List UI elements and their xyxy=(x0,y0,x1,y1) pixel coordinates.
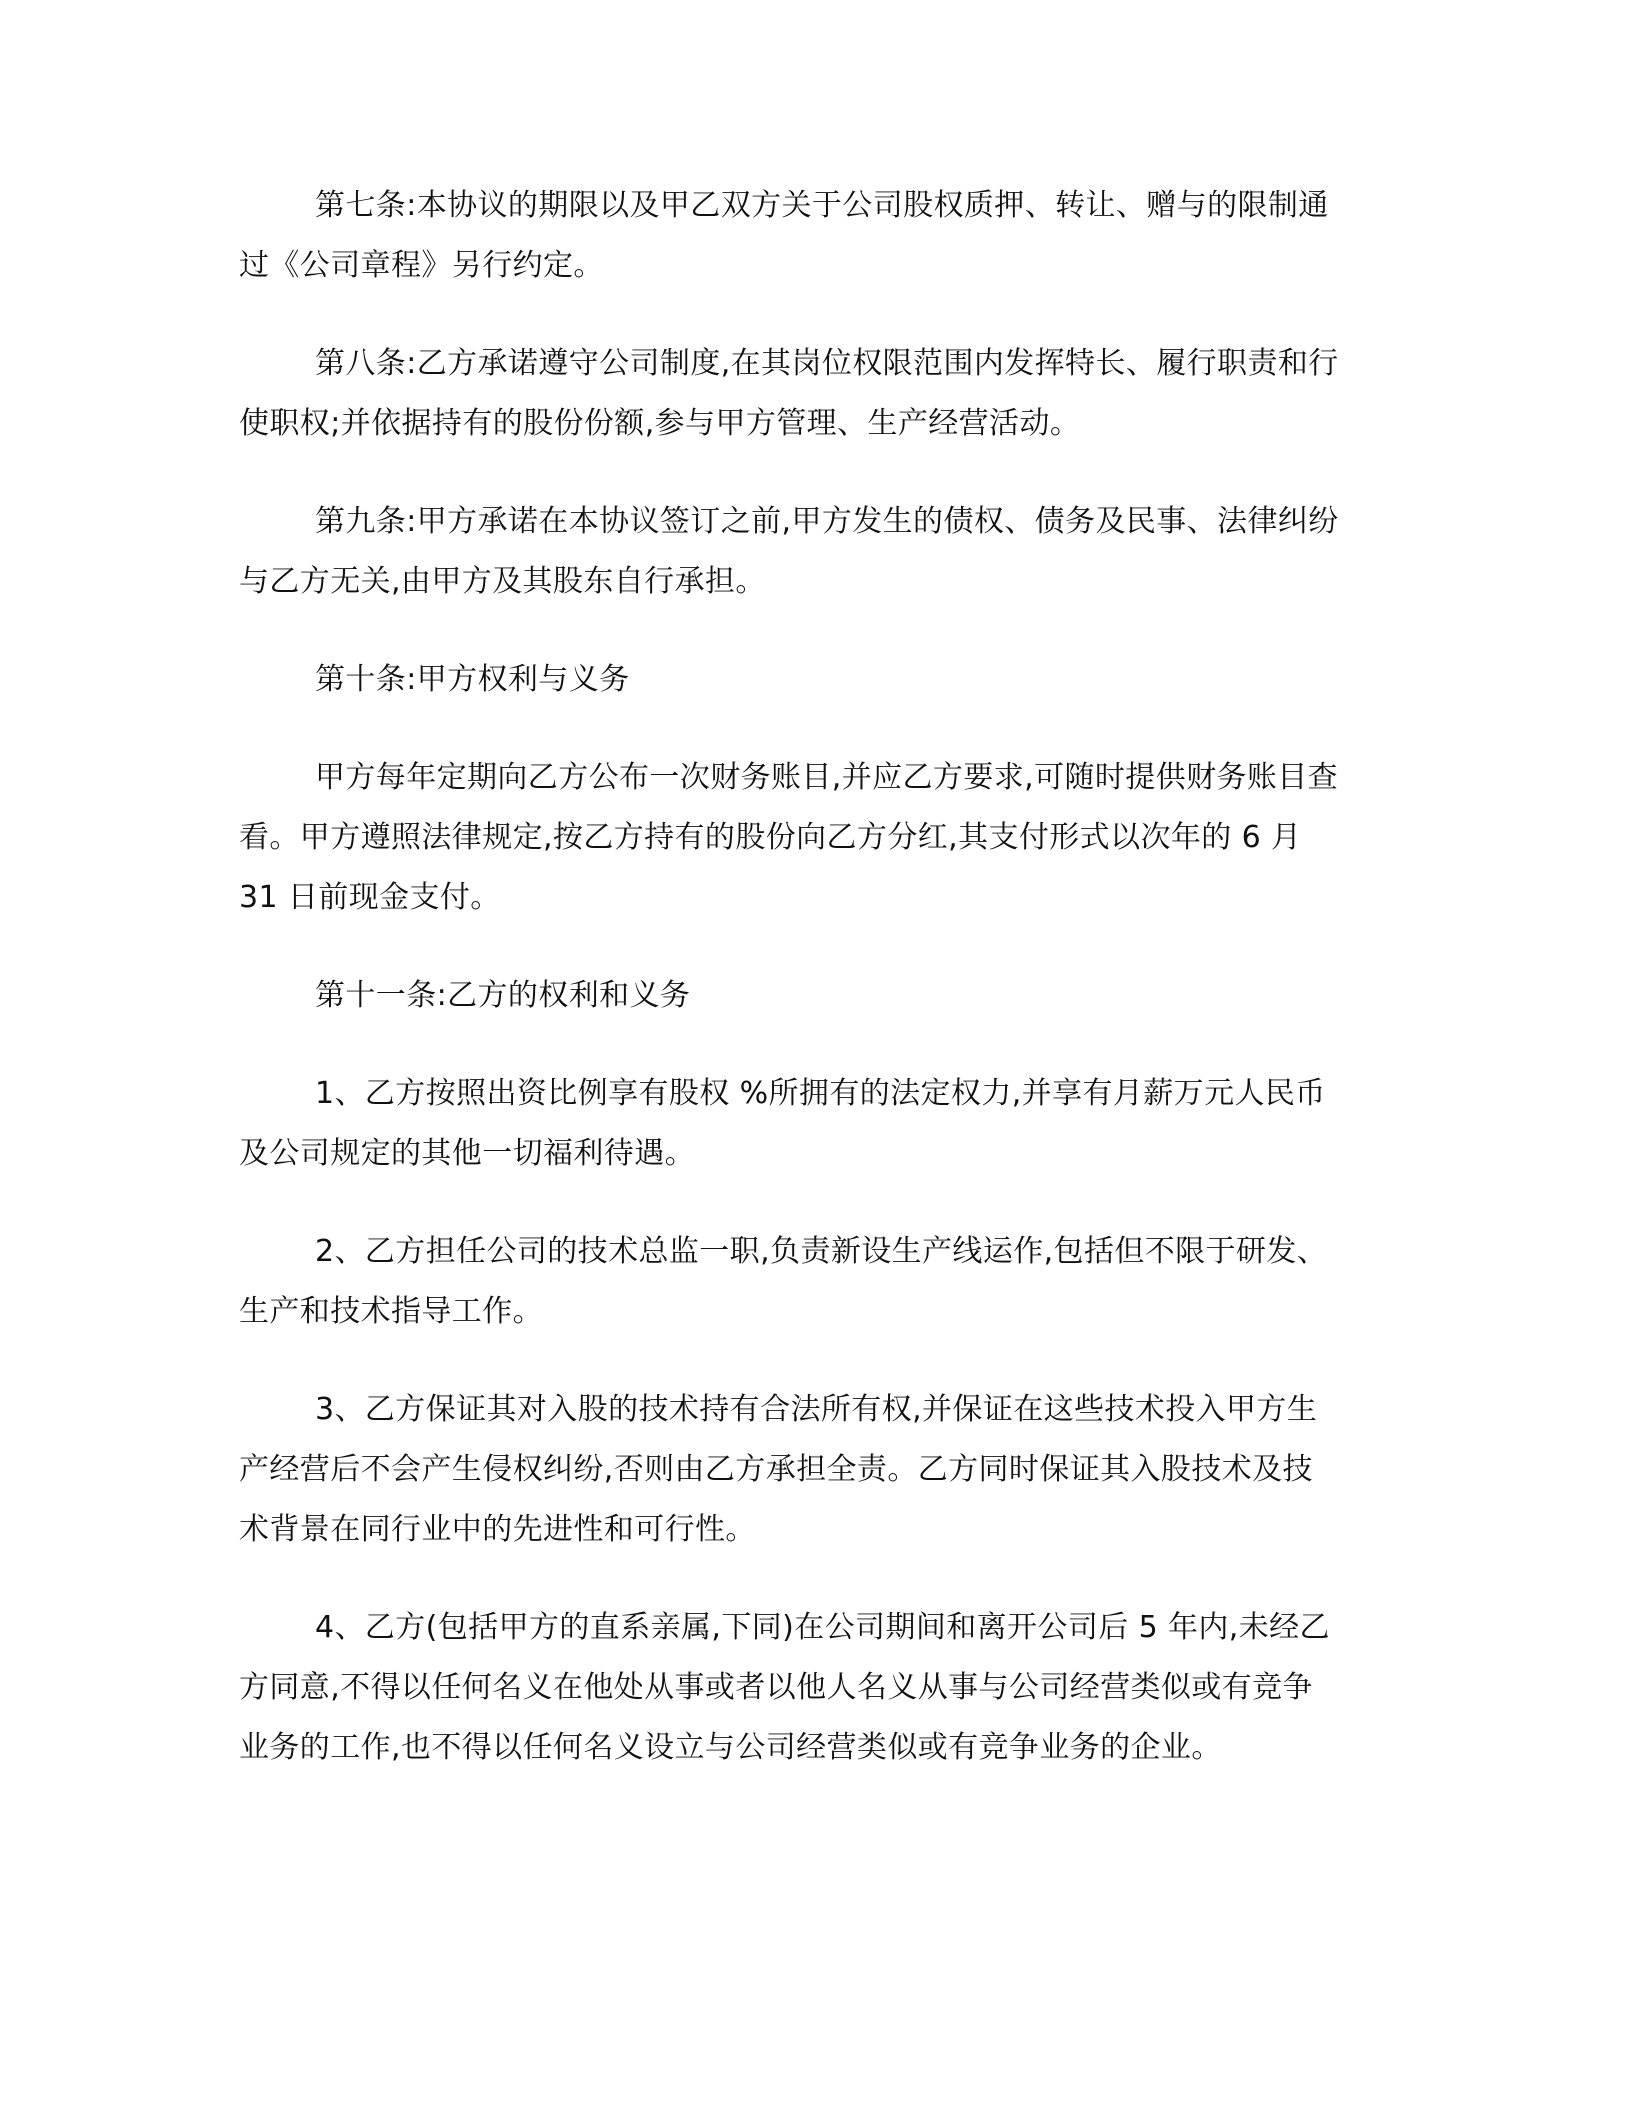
paragraph-line: 3、乙方保证其对入股的技术持有合法所有权,并保证在这些技术投入甲方生 xyxy=(315,1392,1318,1427)
paragraph-line: 4、乙方(包括甲方的直系亲属,下同)在公司期间和离开公司后 5 年内,未经乙 xyxy=(315,1610,1330,1645)
article-11-heading xyxy=(239,966,1381,1026)
article-11-item-1 xyxy=(239,1064,1381,1184)
article-8 xyxy=(239,334,1381,454)
paragraph-line: 2、乙方担任公司的技术总监一职,负责新设生产线运作,包括但不限于研发、 xyxy=(315,1234,1328,1269)
paragraph-line: 31 日前现金支付。 xyxy=(239,880,501,915)
paragraph-line: 术背景在同行业中的先进性和可行性。 xyxy=(239,1512,756,1547)
paragraph-line: 1、乙方按照出资比例享有股权 %所拥有的法定权力,并享有月薪万元人民币 xyxy=(315,1076,1326,1111)
article-11-item-4 xyxy=(239,1598,1381,1778)
paragraph-line: 方同意,不得以任何名义在他处从事或者以他人名义从事与公司经营类似或有竞争 xyxy=(239,1670,1313,1705)
article-9 xyxy=(239,492,1381,612)
paragraph-line: 第八条:乙方承诺遵守公司制度,在其岗位权限范围内发挥特长、履行职责和行 xyxy=(315,346,1339,381)
paragraph-line: 产经营后不会产生侵权纠纷,否则由乙方承担全责。乙方同时保证其入股技术及技 xyxy=(239,1452,1313,1487)
article-10-heading xyxy=(239,650,1381,710)
paragraph-line: 看。甲方遵照法律规定,按乙方持有的股份向乙方分红,其支付形式以次年的 6 月 xyxy=(239,820,1302,855)
paragraph-line: 甲方每年定期向乙方公布一次财务账目,并应乙方要求,可随时提供财务账目查 xyxy=(315,760,1339,795)
paragraph-line: 过《公司章程》另行约定。 xyxy=(239,248,604,283)
paragraph-line: 与乙方无关,由甲方及其股东自行承担。 xyxy=(239,564,766,599)
paragraph-line: 及公司规定的其他一切福利待遇。 xyxy=(239,1136,695,1171)
paragraph-line: 第九条:甲方承诺在本协议签订之前,甲方发生的债权、债务及民事、法律纠纷 xyxy=(315,504,1339,539)
paragraph-line: 业务的工作,也不得以任何名义设立与公司经营类似或有竞争业务的企业。 xyxy=(239,1730,1222,1765)
article-10-body xyxy=(239,748,1381,928)
paragraph-line: 使职权;并依据持有的股份份额,参与甲方管理、生产经营活动。 xyxy=(239,406,1081,441)
section-heading: 第十一条:乙方的权利和义务 xyxy=(315,978,691,1013)
section-heading: 第十条:甲方权利与义务 xyxy=(315,662,630,697)
article-11-item-3 xyxy=(239,1380,1381,1560)
article-7 xyxy=(239,176,1381,296)
paragraph-line: 生产和技术指导工作。 xyxy=(239,1294,543,1329)
article-11-item-2 xyxy=(239,1222,1381,1342)
paragraph-line: 第七条:本协议的期限以及甲乙双方关于公司股权质押、转让、赠与的限制通 xyxy=(315,188,1329,223)
document-body xyxy=(239,176,1381,1816)
